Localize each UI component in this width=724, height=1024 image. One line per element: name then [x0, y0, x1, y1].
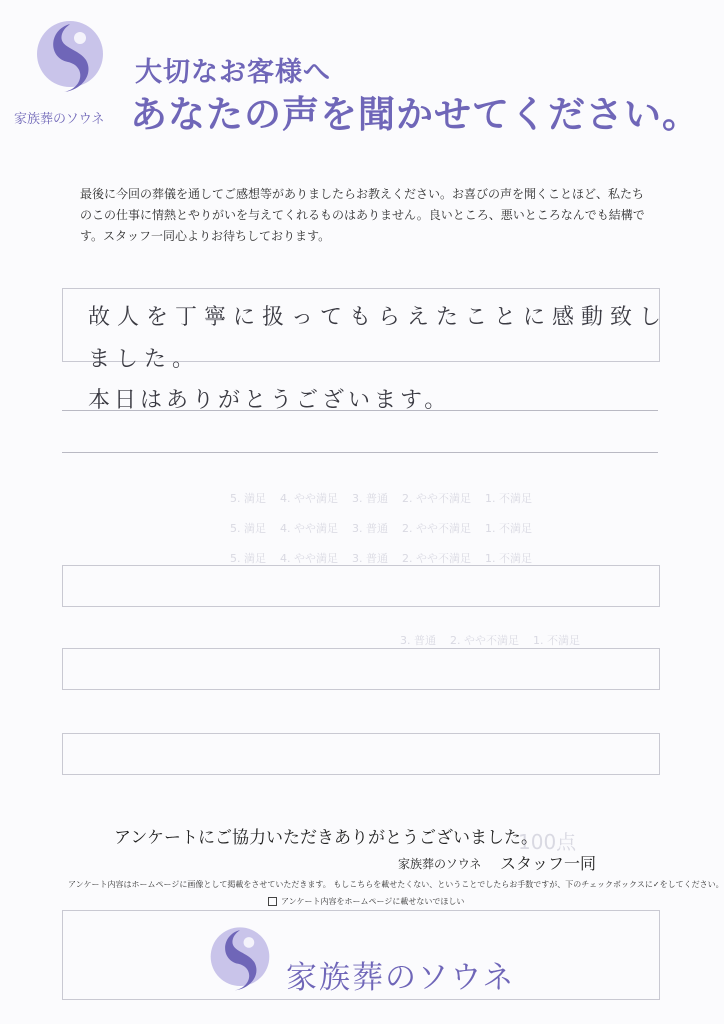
handwritten-comment-line-3: 本日はありがとうございます。	[88, 388, 451, 413]
ghost-count: 100点	[518, 830, 577, 854]
comment-box	[62, 733, 660, 775]
ghost-rating-row: 5. 満足 4. やや満足 3. 普通 2. やや不満足 1. 不満足	[230, 492, 532, 505]
opt-out-checkbox-label: アンケート内容をホームページに載せないでほしい	[281, 897, 465, 906]
publication-note: アンケート内容はホームページに画像として掲載をさせていただきます。 もしこちらを載せたくない、ということでしたらお手数ですが、下のチェックボックスに✓をしてください。	[68, 880, 724, 889]
brand-name-bottom: 家族葬のソウネ	[286, 960, 516, 996]
sowne-logo-icon	[34, 18, 106, 102]
staff-company-name: 家族葬のソウネ	[398, 857, 482, 871]
ghost-rating-row: 5. 満足 4. やや満足 3. 普通 2. やや不満足 1. 不満足	[230, 522, 532, 535]
intro-text: 最後に今回の葬儀を通してご感想等がありましたらお教えください。お喜びの声を聞くことほど、私たちのこの仕事に情熱とやりがいを与えてくれるものはありません。良いところ、悪いところなんでも結構です。スタッフ一同心よりお待ちしております。	[80, 187, 645, 243]
staff-signature: スタッフ一同	[500, 854, 597, 873]
page-subtitle: 大切なお客様へ	[135, 57, 331, 88]
ruled-line	[62, 452, 658, 453]
ghost-rating-row: 5. 満足 4. やや満足 3. 普通 2. やや不満足 1. 不満足	[230, 552, 532, 565]
opt-out-checkbox-row[interactable]	[268, 896, 464, 907]
brand-name-small: 家族葬のソウネ	[14, 112, 105, 127]
sowne-logo-icon	[208, 924, 272, 1000]
comment-box	[62, 565, 660, 607]
handwritten-comment-line-2: ました。	[88, 347, 201, 372]
opt-out-checkbox[interactable]	[268, 897, 277, 906]
thanks-message: アンケートにご協力いただきありがとうございました。	[114, 828, 538, 848]
handwritten-comment-line-1: 故人を丁寧に扱ってもらえたことに感動致し	[88, 305, 669, 330]
comment-box	[62, 648, 660, 690]
page-title: あなたの声を聞かせてください。	[130, 93, 700, 136]
ghost-rating-row: 3. 普通 2. やや不満足 1. 不満足	[400, 634, 580, 647]
